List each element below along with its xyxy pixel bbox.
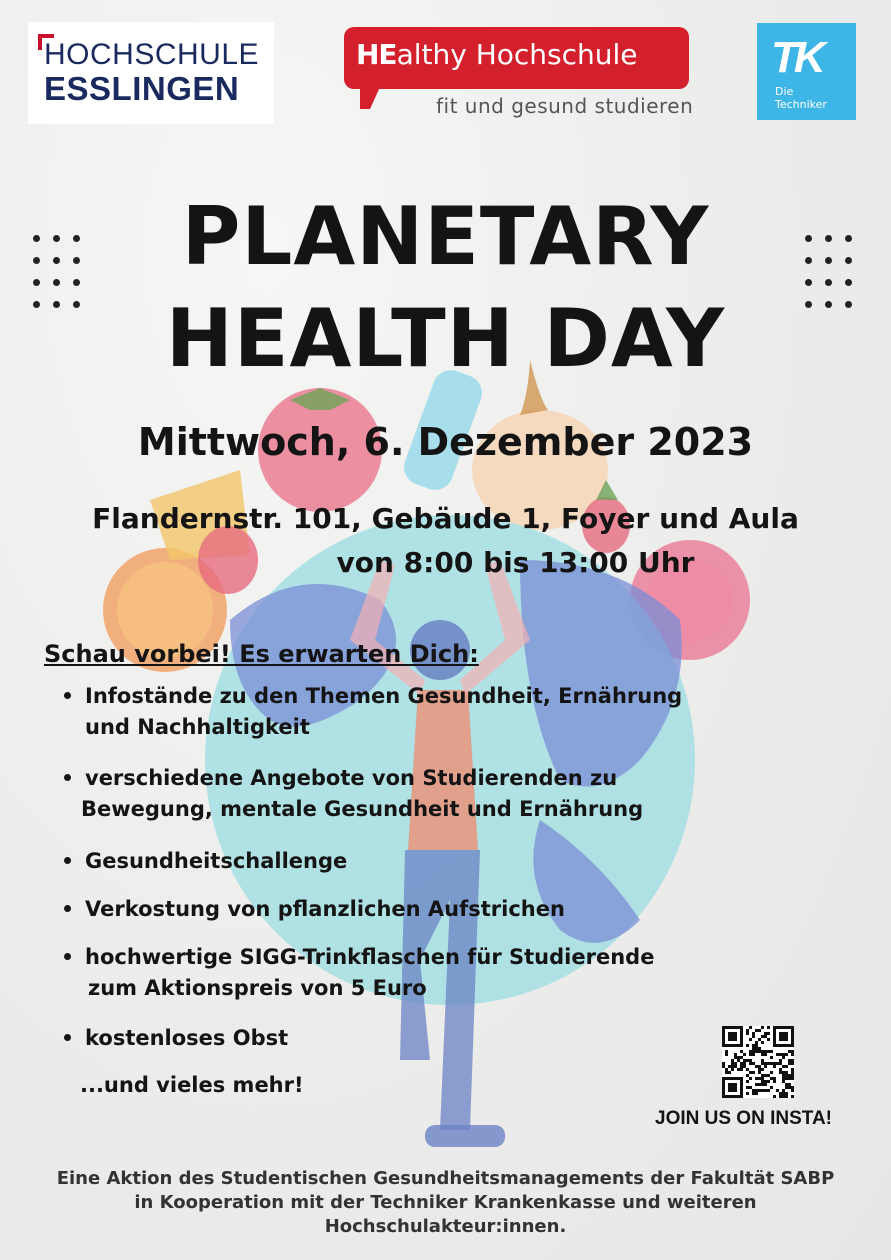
event-date: Mittwoch, 6. Dezember 2023	[137, 420, 754, 464]
healthy-hochschule-logo	[344, 27, 689, 89]
program-item-4: Verkostung von pflanzlichen Aufstrichen	[85, 897, 565, 921]
program-item-3: Gesundheitschallenge	[85, 849, 348, 873]
techniker-logo	[757, 23, 856, 120]
tk-logo-line2: Techniker	[775, 98, 827, 111]
bullet-icon	[64, 905, 71, 912]
footer-line2: in Kooperation mit der Techniker Krankenkasse und weiteren	[134, 1192, 757, 1213]
hochschule-esslingen-logo	[28, 22, 274, 124]
instagram-cta: JOIN US ON INSTA!	[655, 1108, 832, 1129]
healthy-logo-rest: althy Hochschule	[396, 38, 638, 71]
tk-logo-line1: Die	[775, 85, 794, 98]
speech-bubble-tail-icon	[360, 87, 380, 109]
title-line1: PLANETARY	[181, 190, 710, 283]
healthy-tagline: fit und gesund studieren	[436, 94, 694, 118]
program-item-5	[85, 942, 654, 1004]
program-item-5-line1: hochwertige SIGG-Trinkflaschen für Studierende	[85, 945, 655, 969]
healthy-logo-he: HE	[356, 38, 397, 71]
event-time: von 8:00 bis 13:00 Uhr	[336, 546, 695, 579]
qr-code-icon[interactable]	[722, 1026, 794, 1098]
program-item-1	[85, 681, 682, 743]
program-intro: Schau vorbei! Es erwarten Dich:	[44, 640, 479, 668]
title-line2: HEALTH DAY	[165, 292, 726, 385]
footer-line1: Eine Aktion des Studentischen Gesundheitsmanagements der Fakultät SABP	[56, 1168, 835, 1189]
program-item-2	[81, 763, 644, 825]
bullet-icon	[64, 692, 71, 699]
bullet-icon	[64, 953, 71, 960]
program-item-1-line2: und Nachhaltigkeit	[85, 715, 310, 739]
event-location: Flandernstr. 101, Gebäude 1, Foyer und Aula	[92, 502, 799, 535]
hochschule-logo-line2: ESSLINGEN	[44, 70, 240, 107]
footer-line3: Hochschulakteur:innen.	[324, 1216, 567, 1237]
program-more: ...und vieles mehr!	[80, 1073, 304, 1097]
tk-logo-mark: TK	[771, 33, 822, 82]
program-item-2-line1: verschiedene Angebote von Studierenden zu	[85, 766, 618, 790]
program-item-6: kostenloses Obst	[85, 1026, 289, 1050]
program-item-2-line2: Bewegung, mentale Gesundheit und Ernährung	[81, 797, 644, 821]
program-item-1-line1: Infostände zu den Themen Gesundheit, Ernährung	[85, 684, 683, 708]
bullet-icon	[64, 857, 71, 864]
bullet-icon	[64, 774, 71, 781]
bullet-icon	[64, 1034, 71, 1041]
program-item-5-line2: zum Aktionspreis von 5 Euro	[88, 976, 427, 1000]
hochschule-logo-line1: HOCHSCHULE	[44, 38, 260, 71]
